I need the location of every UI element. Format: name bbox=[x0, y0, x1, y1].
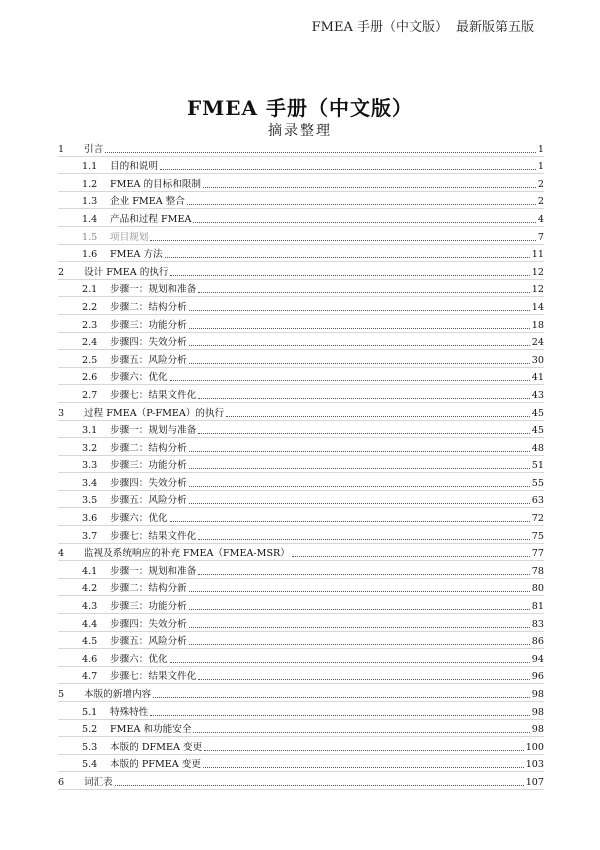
toc-dot-leader bbox=[150, 239, 536, 241]
toc-dot-leader bbox=[187, 203, 536, 205]
toc-entry-number: 2 bbox=[58, 266, 65, 278]
toc-entry-number: 4.6 bbox=[82, 653, 98, 665]
toc-entry-title: 步骤五：风险分析 bbox=[110, 495, 187, 507]
toc-dot-leader bbox=[150, 714, 529, 716]
toc-entry-title: 监视及系统响应的补充 FMEA（FMEA-MSR） bbox=[84, 548, 290, 560]
toc-dot-leader bbox=[105, 151, 536, 153]
toc-entry-page: 86 bbox=[531, 636, 544, 648]
toc-entry-number: 2.1 bbox=[82, 284, 98, 296]
toc-entry-title: 引言 bbox=[84, 143, 104, 155]
toc-entry[interactable] bbox=[58, 720, 544, 738]
toc-entry[interactable] bbox=[58, 772, 544, 790]
toc-entry-page: 1 bbox=[537, 161, 544, 173]
toc-entry-title: 步骤一：规划与准备 bbox=[110, 425, 197, 437]
toc-entry-number: 6 bbox=[58, 776, 65, 788]
toc-entry-title: 特殊特性 bbox=[110, 706, 149, 718]
toc-dot-leader bbox=[170, 520, 530, 522]
toc-entry-number: 1.1 bbox=[82, 161, 98, 173]
toc-entry-number: 4.2 bbox=[82, 583, 98, 595]
toc-entry[interactable] bbox=[58, 596, 544, 614]
toc-dot-leader bbox=[189, 626, 530, 628]
toc-dot-leader bbox=[189, 327, 530, 329]
page-subtitle: 摘录整理 bbox=[268, 123, 332, 139]
toc-entry-page: 30 bbox=[531, 354, 544, 366]
toc-entry-number: 4.4 bbox=[82, 618, 98, 630]
toc-entry-page: 94 bbox=[531, 653, 544, 665]
toc-dot-leader bbox=[198, 678, 529, 680]
toc-entry-page: 80 bbox=[531, 583, 544, 595]
toc-entry-page: 51 bbox=[531, 460, 544, 472]
toc-entry-page: 12 bbox=[531, 266, 544, 278]
toc-entry[interactable] bbox=[58, 456, 544, 474]
toc-dot-leader bbox=[204, 749, 524, 751]
table-of-contents bbox=[58, 139, 544, 790]
toc-dot-leader bbox=[170, 274, 529, 276]
toc-entry-page: 45 bbox=[531, 425, 544, 437]
toc-entry-title: 企业 FMEA 整合 bbox=[110, 196, 185, 208]
toc-entry-title: 目的和说明 bbox=[110, 161, 158, 173]
toc-entry-number: 3.2 bbox=[82, 442, 98, 454]
toc-dot-leader bbox=[153, 696, 530, 698]
toc-dot-leader bbox=[198, 432, 529, 434]
toc-entry-page: 107 bbox=[525, 776, 544, 788]
toc-entry-title: 步骤三：功能分析 bbox=[110, 601, 187, 613]
toc-entry-number: 4 bbox=[58, 548, 65, 560]
toc-entry[interactable] bbox=[58, 508, 544, 526]
toc-dot-leader bbox=[189, 502, 530, 504]
toc-dot-leader bbox=[189, 643, 530, 645]
toc-entry-number: 5 bbox=[58, 689, 65, 700]
toc-entry-page: 48 bbox=[531, 442, 544, 454]
toc-entry-page: 45 bbox=[531, 407, 544, 419]
toc-entry-page: 18 bbox=[531, 319, 544, 331]
toc-entry[interactable] bbox=[58, 139, 544, 157]
toc-entry-page: 100 bbox=[525, 741, 544, 753]
toc-entry-number: 1.5 bbox=[82, 231, 98, 243]
toc-entry[interactable] bbox=[58, 755, 544, 773]
toc-dot-leader bbox=[165, 256, 530, 258]
toc-dot-leader bbox=[198, 538, 529, 540]
toc-entry[interactable] bbox=[58, 579, 544, 597]
toc-entry-title: 步骤三：功能分析 bbox=[110, 319, 187, 331]
toc-entry[interactable] bbox=[58, 157, 544, 175]
toc-entry-title: 词汇表 bbox=[84, 776, 113, 788]
toc-entry-number: 3.7 bbox=[82, 530, 98, 542]
toc-entry-title: 步骤四：失效分析 bbox=[110, 618, 187, 630]
toc-entry-page: 98 bbox=[531, 724, 544, 736]
toc-dot-leader bbox=[198, 397, 529, 399]
toc-entry-page: 78 bbox=[531, 565, 544, 577]
toc-entry-title: 本版的新增内容 bbox=[84, 689, 152, 700]
toc-dot-leader bbox=[198, 573, 529, 575]
toc-entry-number: 5.4 bbox=[82, 759, 98, 771]
toc-entry-title: 步骤二：结构分析 bbox=[110, 442, 187, 454]
toc-entry-title: 步骤六：优化 bbox=[110, 513, 168, 525]
toc-entry-title: 项目规划 bbox=[110, 231, 149, 243]
toc-dot-leader bbox=[189, 450, 530, 452]
toc-entry-page: 63 bbox=[531, 495, 544, 507]
toc-entry[interactable] bbox=[58, 649, 544, 667]
toc-entry-title: FMEA 方法 bbox=[110, 249, 163, 261]
toc-entry[interactable] bbox=[58, 192, 544, 210]
toc-entry-title: 步骤三：功能分析 bbox=[110, 460, 187, 472]
toc-entry-page: 7 bbox=[537, 231, 544, 243]
toc-entry-title: 步骤七：结果文件化 bbox=[110, 389, 197, 401]
toc-entry-page: 96 bbox=[531, 671, 544, 683]
toc-entry-title: 产品和过程 FMEA bbox=[110, 213, 192, 225]
toc-entry-page: 83 bbox=[531, 618, 544, 630]
toc-entry[interactable] bbox=[58, 227, 544, 245]
toc-entry-page: 4 bbox=[537, 213, 544, 225]
toc-entry-title: 步骤五：风险分析 bbox=[110, 636, 187, 648]
toc-entry-number: 5.3 bbox=[82, 741, 98, 753]
toc-entry-number: 3.1 bbox=[82, 425, 98, 437]
toc-entry-number: 3 bbox=[58, 407, 65, 419]
toc-entry[interactable] bbox=[58, 684, 544, 702]
toc-entry-page: 43 bbox=[531, 389, 544, 401]
toc-entry-number: 2.5 bbox=[82, 354, 98, 366]
toc-entry-page: 2 bbox=[537, 178, 544, 190]
toc-entry-title: 步骤一：规划和准备 bbox=[110, 284, 197, 296]
toc-entry[interactable] bbox=[58, 526, 544, 544]
toc-entry[interactable] bbox=[58, 174, 544, 192]
toc-entry[interactable] bbox=[58, 702, 544, 720]
toc-dot-leader bbox=[170, 379, 530, 381]
toc-dot-leader bbox=[203, 186, 536, 188]
toc-entry[interactable] bbox=[58, 280, 544, 298]
toc-entry[interactable] bbox=[58, 403, 544, 421]
toc-dot-leader bbox=[189, 467, 530, 469]
toc-entry-page: 75 bbox=[531, 530, 544, 542]
toc-entry-page: 72 bbox=[531, 513, 544, 525]
toc-dot-leader bbox=[189, 608, 530, 610]
toc-dot-leader bbox=[189, 362, 530, 364]
toc-entry-page: 55 bbox=[531, 477, 544, 489]
toc-entry[interactable] bbox=[58, 368, 544, 386]
toc-dot-leader bbox=[189, 309, 530, 311]
toc-entry-number: 3.3 bbox=[82, 460, 98, 472]
toc-entry-number: 1.2 bbox=[82, 178, 98, 190]
toc-entry-number: 4.3 bbox=[82, 601, 98, 613]
toc-entry-page: 77 bbox=[531, 548, 544, 560]
toc-entry[interactable] bbox=[58, 245, 544, 263]
toc-entry-title: 步骤二：结构分析 bbox=[110, 301, 187, 313]
toc-entry[interactable] bbox=[58, 333, 544, 351]
toc-dot-leader bbox=[203, 766, 524, 768]
toc-dot-leader bbox=[115, 784, 524, 786]
running-header-edition: 最新版第五版 bbox=[455, 20, 534, 35]
toc-dot-leader bbox=[193, 731, 529, 733]
toc-entry-title: 步骤二：结构分新 bbox=[110, 583, 187, 595]
toc-entry[interactable] bbox=[58, 667, 544, 685]
toc-entry-number: 4.5 bbox=[82, 636, 98, 648]
toc-dot-leader bbox=[189, 485, 530, 487]
toc-entry-number: 1.3 bbox=[82, 196, 98, 208]
toc-dot-leader bbox=[193, 221, 535, 223]
toc-entry-number: 2.4 bbox=[82, 337, 98, 349]
toc-entry-title: FMEA 的目标和限制 bbox=[110, 178, 202, 190]
toc-dot-leader bbox=[170, 661, 530, 663]
toc-entry[interactable] bbox=[58, 561, 544, 579]
toc-entry[interactable] bbox=[58, 262, 544, 280]
toc-entry-title: 步骤一：规划和准备 bbox=[110, 565, 197, 577]
toc-dot-leader bbox=[189, 590, 530, 592]
toc-entry-title: 步骤七：结果文件化 bbox=[110, 530, 197, 542]
toc-entry[interactable] bbox=[58, 614, 544, 632]
toc-entry-page: 41 bbox=[531, 372, 544, 384]
toc-entry-title: 步骤五：风险分析 bbox=[110, 354, 187, 366]
toc-entry-number: 3.4 bbox=[82, 477, 98, 489]
toc-entry-number: 3.5 bbox=[82, 495, 98, 507]
toc-entry-number: 2.7 bbox=[82, 389, 98, 401]
toc-entry[interactable] bbox=[58, 315, 544, 333]
toc-entry-number: 4.7 bbox=[82, 671, 98, 683]
toc-entry-title: 步骤四：失效分析 bbox=[110, 477, 187, 489]
page-title: FMEA 手册（中文版） bbox=[186, 96, 414, 120]
toc-entry-page: 24 bbox=[531, 337, 544, 349]
toc-entry-number: 1 bbox=[58, 143, 65, 155]
toc-entry-page: 2 bbox=[537, 196, 544, 208]
toc-entry-title: 设计 FMEA 的执行 bbox=[84, 266, 169, 278]
toc-entry-page: 12 bbox=[531, 284, 544, 296]
toc-entry[interactable] bbox=[58, 737, 544, 755]
toc-entry-number: 2.2 bbox=[82, 301, 98, 313]
toc-entry[interactable] bbox=[58, 491, 544, 509]
toc-entry-page: 98 bbox=[531, 689, 544, 700]
toc-entry-title: 过程 FMEA（P-FMEA）的执行 bbox=[84, 407, 225, 419]
toc-dot-leader bbox=[189, 344, 530, 346]
toc-entry-number: 5.2 bbox=[82, 724, 98, 736]
toc-entry-number: 2.3 bbox=[82, 319, 98, 331]
toc-entry-page: 1 bbox=[537, 143, 544, 155]
toc-entry[interactable] bbox=[58, 350, 544, 368]
toc-entry-page: 11 bbox=[531, 249, 544, 261]
toc-entry[interactable] bbox=[58, 632, 544, 650]
toc-entry-page: 81 bbox=[531, 601, 544, 613]
toc-dot-leader bbox=[292, 555, 530, 557]
toc-entry-number: 2.6 bbox=[82, 372, 98, 384]
toc-entry-title: 本版的 DFMEA 变更 bbox=[110, 741, 203, 753]
toc-entry-number: 1.4 bbox=[82, 213, 98, 225]
toc-entry-title: 步骤六：优化 bbox=[110, 653, 168, 665]
toc-entry-number: 5.1 bbox=[82, 706, 98, 718]
toc-entry[interactable] bbox=[58, 544, 544, 562]
toc-entry-number: 3.6 bbox=[82, 513, 98, 525]
running-header bbox=[312, 16, 534, 35]
toc-entry-number: 4.1 bbox=[82, 565, 98, 577]
toc-entry[interactable] bbox=[58, 209, 544, 227]
toc-entry-page: 98 bbox=[531, 706, 544, 718]
toc-entry-title: 本版的 PFMEA 变更 bbox=[110, 759, 201, 771]
toc-entry[interactable] bbox=[58, 473, 544, 491]
toc-dot-leader bbox=[226, 415, 530, 417]
toc-dot-leader bbox=[160, 168, 536, 170]
toc-entry[interactable] bbox=[58, 385, 544, 403]
toc-entry-title: FMEA 和功能安全 bbox=[110, 724, 192, 736]
toc-entry-title: 步骤六：优化 bbox=[110, 372, 168, 384]
toc-entry-title: 步骤七：结果文件化 bbox=[110, 671, 197, 683]
toc-entry-number: 1.6 bbox=[82, 249, 98, 261]
toc-entry[interactable] bbox=[58, 421, 544, 439]
toc-entry-title: 步骤四：失效分析 bbox=[110, 337, 187, 349]
toc-dot-leader bbox=[198, 291, 529, 293]
toc-entry[interactable] bbox=[58, 438, 544, 456]
toc-entry-page: 103 bbox=[525, 759, 544, 771]
toc-entry-page: 14 bbox=[531, 301, 544, 313]
running-header-doc: FMEA 手册（中文版） bbox=[311, 20, 448, 35]
toc-entry[interactable] bbox=[58, 297, 544, 315]
